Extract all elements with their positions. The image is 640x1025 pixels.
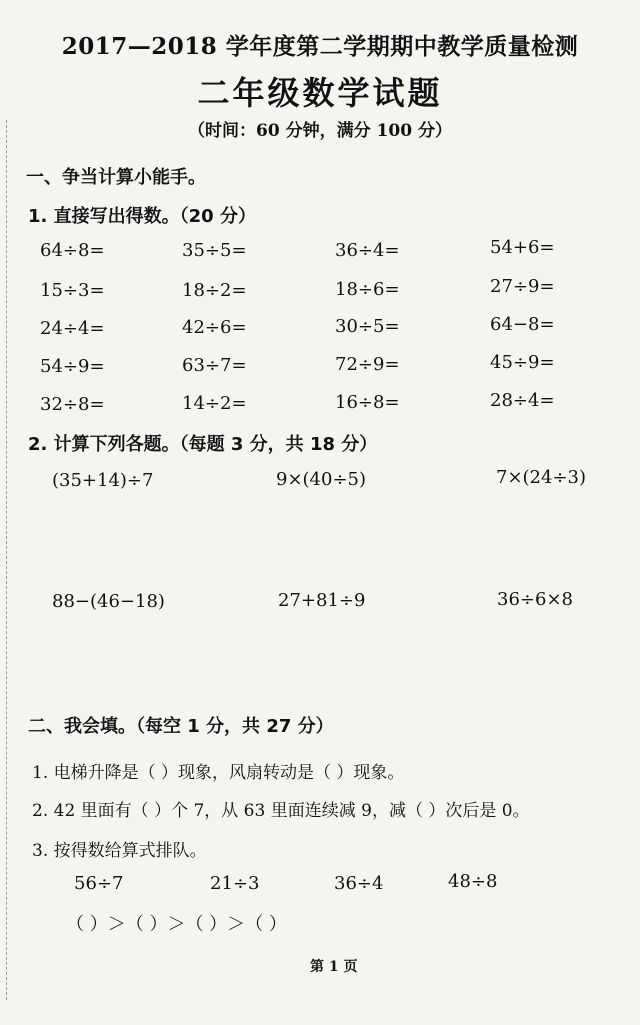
oral-calc-item: 30÷5= [335,316,400,337]
ordering-expr: 36÷4 [334,873,384,894]
ordering-blanks: （ ）＞（ ）＞（ ）＞（ ） [66,914,287,935]
exam-title: 2017—2018 学年度第二学期期中教学质量检测 [61,33,579,60]
mixed-calc-item: 27+81÷9 [278,590,366,611]
oral-calc-item: 18÷6= [335,279,400,300]
mixed-calc-item: 9×(40÷5) [276,469,367,490]
oral-calc-item: 72÷9= [335,354,400,375]
ordering-expr: 56÷7 [74,873,124,894]
oral-calc-item: 42÷6= [182,317,247,338]
oral-calc-item: 64÷8= [40,240,105,261]
mixed-calc-item: 88−(46−18) [52,591,165,612]
oral-calc-item: 15÷3= [40,280,105,301]
section1-q2-label: 2. 计算下列各题。（每题 3 分，共 18 分） [28,434,378,455]
section1-q1-label: 1. 直接写出得数。（20 分） [28,206,256,227]
exam-subtitle: 二年级数学试题 [197,74,443,112]
binding-margin-line [6,120,7,1000]
oral-calc-item: 36÷4= [335,240,400,261]
fill-blank-q3-label: 3. 按得数给算式排队。 [32,841,207,861]
oral-calc-item: 32÷8= [40,394,105,415]
fill-blank-q2: 2. 42 里面有（ ）个 7，从 63 里面连续减 9，减（ ）次后是 0。 [32,801,530,821]
oral-calc-item: 27÷9= [490,276,555,297]
oral-calc-item: 24÷4= [40,318,105,339]
exam-info: （时间：60 分钟，满分 100 分） [188,121,452,141]
oral-calc-item: 54÷9= [40,356,105,377]
oral-calc-item: 54+6= [490,237,555,258]
oral-calc-item: 28÷4= [490,390,555,411]
oral-calc-item: 64−8= [490,314,555,335]
mixed-calc-item: (35+14)÷7 [52,470,154,491]
section2-heading: 二、我会填。（每空 1 分，共 27 分） [28,716,334,737]
mixed-calc-item: 7×(24÷3) [496,467,587,488]
oral-calc-item: 45÷9= [490,352,555,373]
oral-calc-item: 14÷2= [182,393,247,414]
oral-calc-item: 18÷2= [182,280,247,301]
page-number: 第 1 页 [310,959,358,975]
oral-calc-item: 63÷7= [182,355,247,376]
ordering-expr: 21÷3 [210,873,260,894]
fill-blank-q1: 1. 电梯升降是（ ）现象，风扇转动是（ ）现象。 [32,763,405,783]
oral-calc-item: 16÷8= [335,392,400,413]
ordering-expr: 48÷8 [448,871,498,892]
oral-calc-item: 35÷5= [182,240,247,261]
section1-heading: 一、争当计算小能手。 [26,167,206,188]
mixed-calc-item: 36÷6×8 [497,589,573,610]
